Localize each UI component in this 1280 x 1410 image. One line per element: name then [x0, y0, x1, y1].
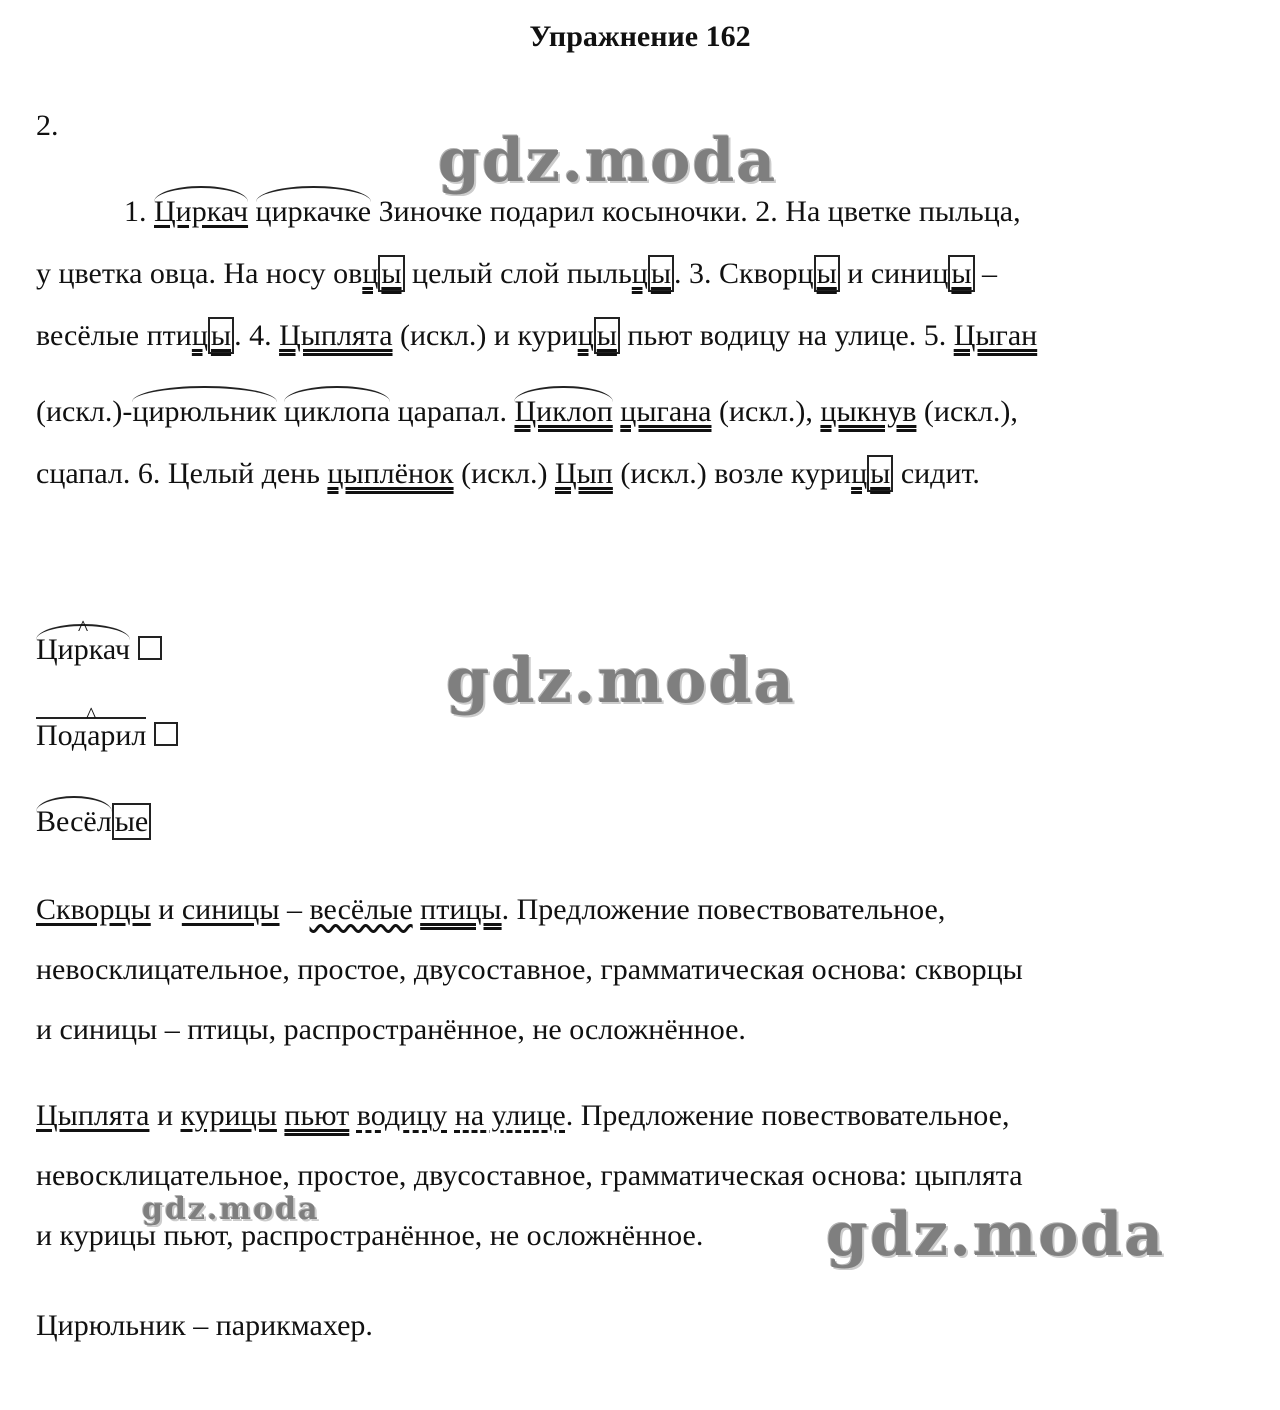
- exercise-line-2: у цветка овца. На носу овц ы целый слой пыльц ы . 3. Скворц ы и синиц ы –: [36, 257, 998, 290]
- parse-veselye: Весёл ые: [36, 804, 151, 840]
- ending-box: ы: [814, 255, 840, 292]
- exercise-line-1: 1. Циркач циркачке Зиночке подарил косыночки. 2. На цветке пыльца,: [124, 195, 1021, 228]
- word-tsyp: Цып: [554, 457, 613, 490]
- watermark-logo: gdz.moda: [446, 644, 796, 717]
- analysis1-line-3: и синицы – птицы, распространённое, не осложнённое.: [36, 1013, 746, 1046]
- word-tsiklop: Циклоп: [514, 395, 613, 428]
- word-tsyknuv: цыкнув: [820, 395, 917, 428]
- watermark-logo: gdz.moda: [826, 1200, 1166, 1270]
- exercise-line-4: (искл.)-цирюльник циклопа царапал. Циклоп цыгана (искл.), цыкнув (искл.),: [36, 395, 1018, 428]
- null-ending-box: [138, 636, 162, 660]
- word-tsygan: Цыган: [953, 319, 1038, 352]
- watermark-logo: gdz.moda: [438, 126, 778, 196]
- analysis1-line-1: Скворцы и синицы – весёлые птицы. Предложение повествовательное,: [36, 893, 946, 926]
- word-tsyplenok: цыплёнок: [327, 457, 454, 490]
- word-tsirkach: Циркач: [154, 195, 249, 228]
- analysis1-line-2: невосклицательное, простое, двусоставное, грамматическая основа: скворцы: [36, 953, 1023, 986]
- watermark-logo: gdz.moda: [142, 1192, 320, 1227]
- ending-box: ы: [208, 317, 234, 354]
- task-number: 2.: [36, 109, 59, 142]
- ending-box: ые: [112, 803, 151, 840]
- word-tsiklopa: циклопа: [284, 395, 391, 428]
- definition: Цирюльник – парикмахер.: [36, 1309, 373, 1342]
- word-tsygana: цыгана: [620, 395, 712, 428]
- exercise-line-3: весёлые птиц ы . 4. Цыплята (искл.) и куриц ы пьют водицу на улице. 5. Цыган: [36, 319, 1038, 352]
- word-tsiryulnik: цирюльник: [132, 395, 277, 428]
- word-tsirkachke: циркачке: [255, 195, 372, 228]
- ending-box: ы: [948, 255, 974, 292]
- ending-box: ы: [867, 455, 893, 492]
- page-title: Упражнение 162: [529, 20, 751, 53]
- ending-box: ы: [594, 317, 620, 354]
- analysis2-line-1: Цыплята и курицы пьют водицу на улице. Предложение повествовательное,: [36, 1099, 1010, 1132]
- analysis2-line-2: невосклицательное, простое, двусоставное, грамматическая основа: цыплята: [36, 1159, 1023, 1192]
- null-ending-box: [154, 722, 178, 746]
- parse-podaril: Подарил ^: [36, 718, 178, 754]
- exercise-line-5: сцапал. 6. Целый день цыплёнок (искл.) Цып (искл.) возле куриц ы сидит.: [36, 457, 980, 490]
- word-tsyplyata: Цыплята: [279, 319, 393, 352]
- ending-box: ы: [378, 255, 404, 292]
- ending-box: ы: [648, 255, 674, 292]
- analysis2-line-3: и курицы пьют, распространённое, не осложнённое.: [36, 1219, 704, 1252]
- parse-tsirkach: Циркач ^: [36, 632, 162, 668]
